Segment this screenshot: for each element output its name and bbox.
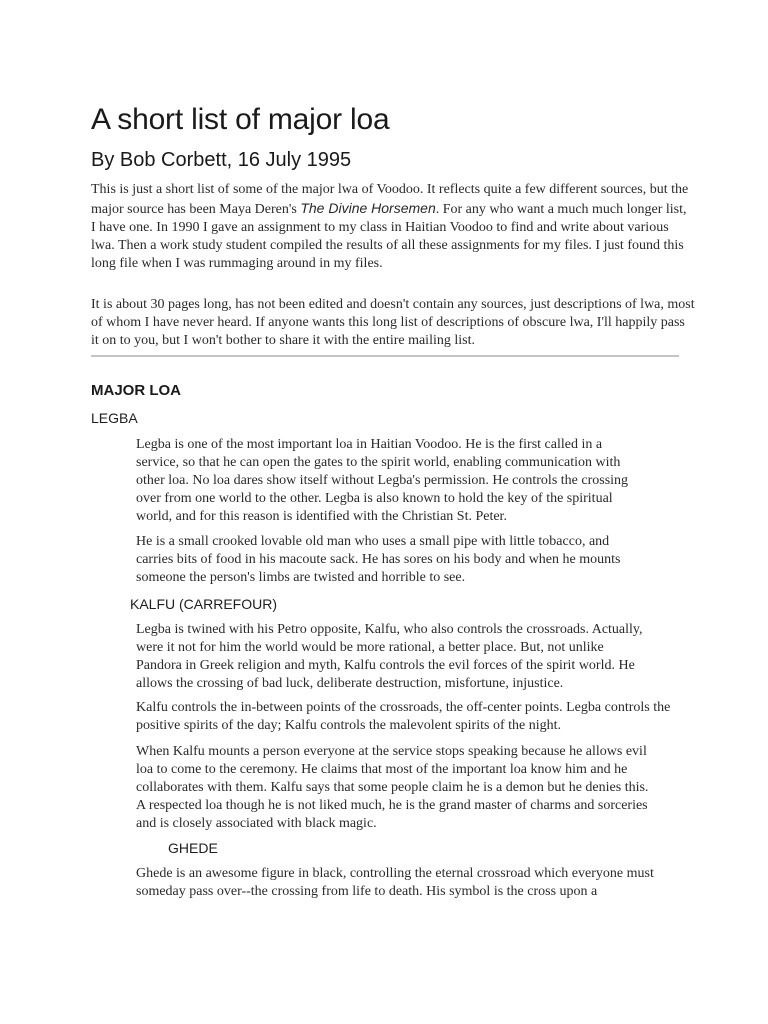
horizontal-rule xyxy=(91,355,679,357)
intro-text-before: This is just a short list of some of the major lwa of Voodoo. It reflects quite a few different sources, but the major source has been Maya Deren's xyxy=(91,182,689,217)
intro-paragraph-1 xyxy=(91,181,691,273)
byline: By Bob Corbett, 16 July 1995 xyxy=(91,149,352,171)
ghede-paragraph-1: Ghede is an awesome figure in black, controlling the eternal crossroad which everyone must someday pass over--the crossing from life to death. His symbol is the cross upon a xyxy=(136,866,654,899)
kalfu-paragraph-2: Kalfu controls the in-between points of the crossroads, the off-center points. Legba controls the positive spirits of the day; Kalfu controls the malevolent spirits of the night. xyxy=(136,700,671,733)
section-heading-major-loa: MAJOR LOA xyxy=(91,382,181,399)
loa-heading-ghede: GHEDE xyxy=(168,840,218,856)
loa-heading-legba: LEGBA xyxy=(91,410,138,426)
legba-paragraph-2: He is a small crooked lovable old man who uses a small pipe with little tobacco, and carries bits of food in his macoute sack. He has sores on his body and when he mounts someone the person's limbs are twisted and horrible to see. xyxy=(136,534,621,585)
book-title: The Divine Horsemen xyxy=(300,200,436,216)
loa-heading-kalfu: KALFU (CARREFOUR) xyxy=(130,596,278,612)
page-title: A short list of major loa xyxy=(91,103,390,136)
legba-paragraph-1: Legba is one of the most important loa in Haitian Voodoo. He is the first called in a service, so that he can open the gates to the spirit world, enabling communication with other loa. No loa dares show itself without Legba's permission. He controls the crossing over from one world to the other. Legba is also known to hold the key of the spiritual world, and for this reason is identified with the Christian St. Peter. xyxy=(136,437,629,524)
intro-paragraph-2: It is about 30 pages long, has not been edited and doesn't contain any sources, just descriptions of lwa, most of whom I have never heard. If anyone wants this long list of descriptions of obscure lwa, I'll happily pass it on to you, but I won't bother to share it with the entire mailing list. xyxy=(91,297,695,348)
kalfu-paragraph-3: When Kalfu mounts a person everyone at the service stops speaking because he allows evil loa to come to the ceremony. He claims that most of the important loa know him and he collaborates with them. Kalfu says that some people claim he is a demon but he denies this. A respected loa though he is not liked much, he is the grand master of charms and sorceries and is closely associated with black magic. xyxy=(136,744,649,831)
intro-text-after: . For any who want a much much longer list, I have one. In 1990 I gave an assignment to my class in Haitian Voodoo to find and write about various lwa. Then a work study student compiled the results of all these assignments for my files. I just found this long file when I was rummaging around in my files. xyxy=(91,202,687,271)
kalfu-paragraph-1: Legba is twined with his Petro opposite, Kalfu, who also controls the crossroads. Actually, were it not for him the world would be more rational, a better place. But, not unlike Pandora in Greek religion and myth, Kalfu controls the evil forces of the spirit world. He allows the crossing of bad luck, deliberate destruction, misfortune, injustice. xyxy=(136,622,643,691)
